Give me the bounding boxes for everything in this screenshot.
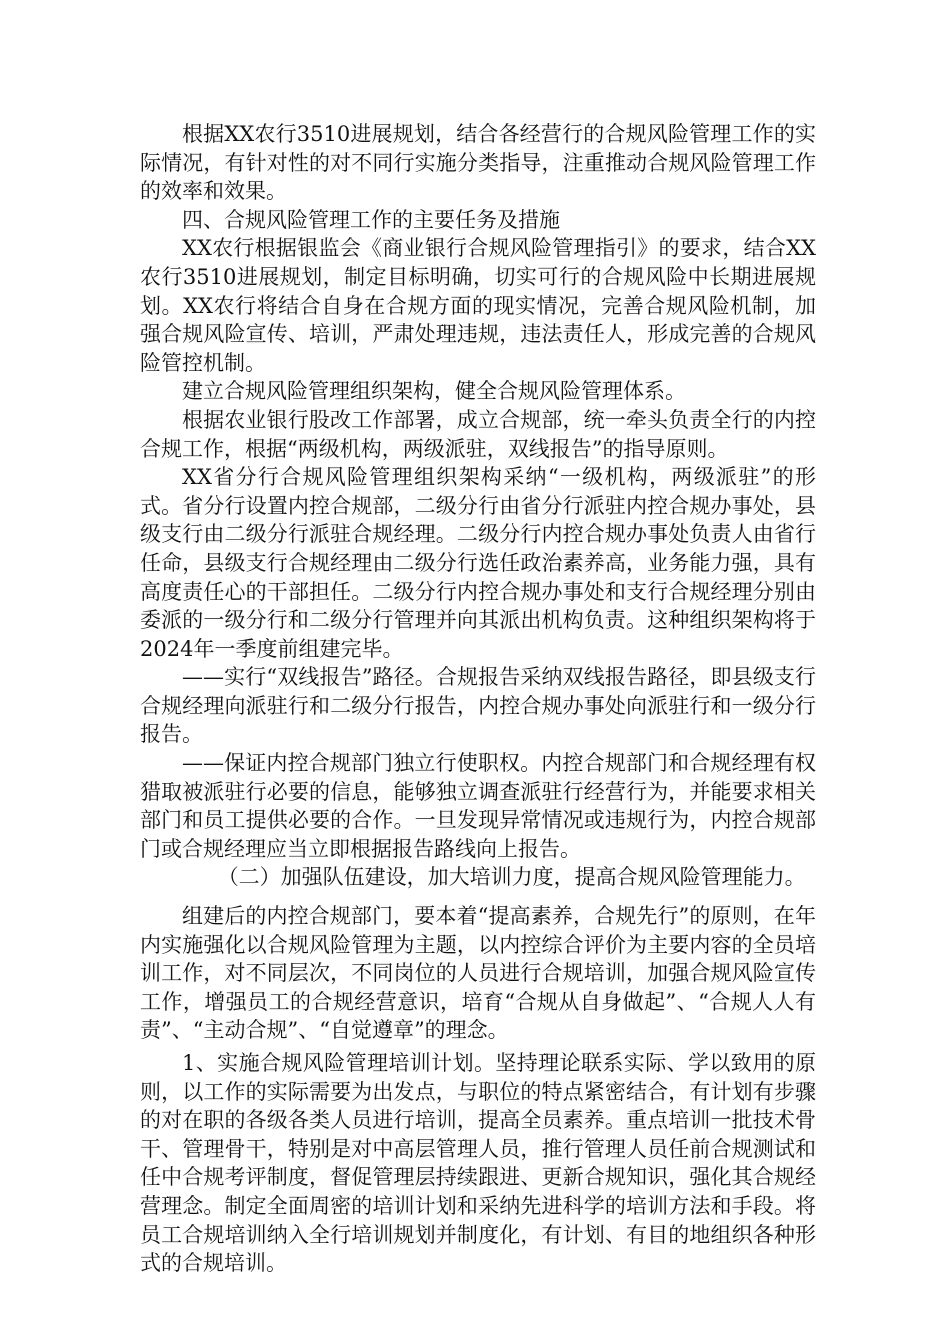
paragraph-independent-authority: ——保证内控合规部门独立行使职权。内控合规部门和合规经理有权猎取被派驻行必要的信息，能够独立调查派驻行经营行为，并能要求相关部门和员工提供必要的合作。一旦发现异常情况或违规行为，内控合规部门或合规经理应当立即根据报告路线向上报告。 bbox=[140, 751, 816, 861]
document-page bbox=[140, 120, 816, 1278]
paragraph-training-principles: 组建后的内控合规部门，要本着“提高素养，合规先行”的原则，在年内实施强化以合规风险管理为主题，以内控综合评价为主要内容的全员培训工作，对不同层次，不同岗位的人员进行合规培训，加强合规风险宣传工作，增强员工的合规经营意识，培育“合规从自身做起”、“合规人人有责”、“主动合规”、“自觉遵章”的理念。 bbox=[140, 904, 816, 1043]
paragraph-plan-guidance: 根据XX农行3510进展规划，结合各经营行的合规风险管理工作的实际情况，有针对性的对不同行实施分类指导，注重推动合规风险管理工作的效率和效果。 bbox=[140, 122, 816, 204]
paragraph-provincial-structure: XX省分行合规风险管理组织架构采纳“一级机构，两级派驻”的形式。省分行设置内控合规部，二级分行由省分行派驻内控合规办事处，县级支行由二级分行派驻合规经理。二级分行内控合规办事处负责人由省行任命，县级支行合规经理由二级分行选任政治素养高，业务能力强，具有高度责任心的干部担任。二级分行内控合规办事处和支行合规经理分别由委派的一级分行和二级分行管理并向其派出机构负责。这种组织架构将于2024年一季度前组建完毕。 bbox=[140, 465, 816, 661]
paragraph-establish-compliance-dept: 根据农业银行股改工作部署，成立合规部，统一牵头负责全行的内控合规工作，根据“两级机构，两级派驻，双线报告”的指导原则。 bbox=[140, 407, 816, 461]
paragraph-regulatory-requirements: XX农行根据银监会《商业银行合规风险管理指引》的要求，结合XX农行3510进展规划，制定目标明确，切实可行的合规风险中长期进展规划。XX农行将结合自身在合规方面的现实情况，完善合规风险机制，加强合规风险宣传、培训，严肃处理违规，违法责任人，形成完善的合规风险管控机制。 bbox=[140, 236, 816, 375]
paragraph-training-plan: 1、实施合规风险管理培训计划。坚持理论联系实际、学以致用的原则，以工作的实际需要为出发点，与职位的特点紧密结合，有计划有步骤的对在职的各级各类人员进行培训，提高全员素养。重点培训一批技术骨干、管理骨干，特别是对中高层管理人员，推行管理人员任前合规测试和任中合规考评制度，督促管理层持续跟进、更新合规知识，强化其合规经营理念。制定全面周密的培训计划和采纳先进科学的培训方法和手段。将员工合规培训纳入全行培训规划并制度化，有计划、有目的地组织各种形式的合规培训。 bbox=[140, 1051, 816, 1276]
section-heading-tasks: 四、合规风险管理工作的主要任务及措施 bbox=[182, 207, 560, 232]
subheading-team-building: （二）加强队伍建设，加大培训力度，提高合规风险管理能力。 bbox=[217, 865, 806, 890]
paragraph-dual-reporting: ——实行“双线报告”路径。合规报告采纳双线报告路径，即县级支行合规经理向派驻行和二级分行报告，内控合规办事处向派驻行和一级分行报告。 bbox=[140, 665, 816, 747]
paragraph-build-structure: 建立合规风险管理组织架构，健全合规风险管理体系。 bbox=[182, 379, 686, 404]
